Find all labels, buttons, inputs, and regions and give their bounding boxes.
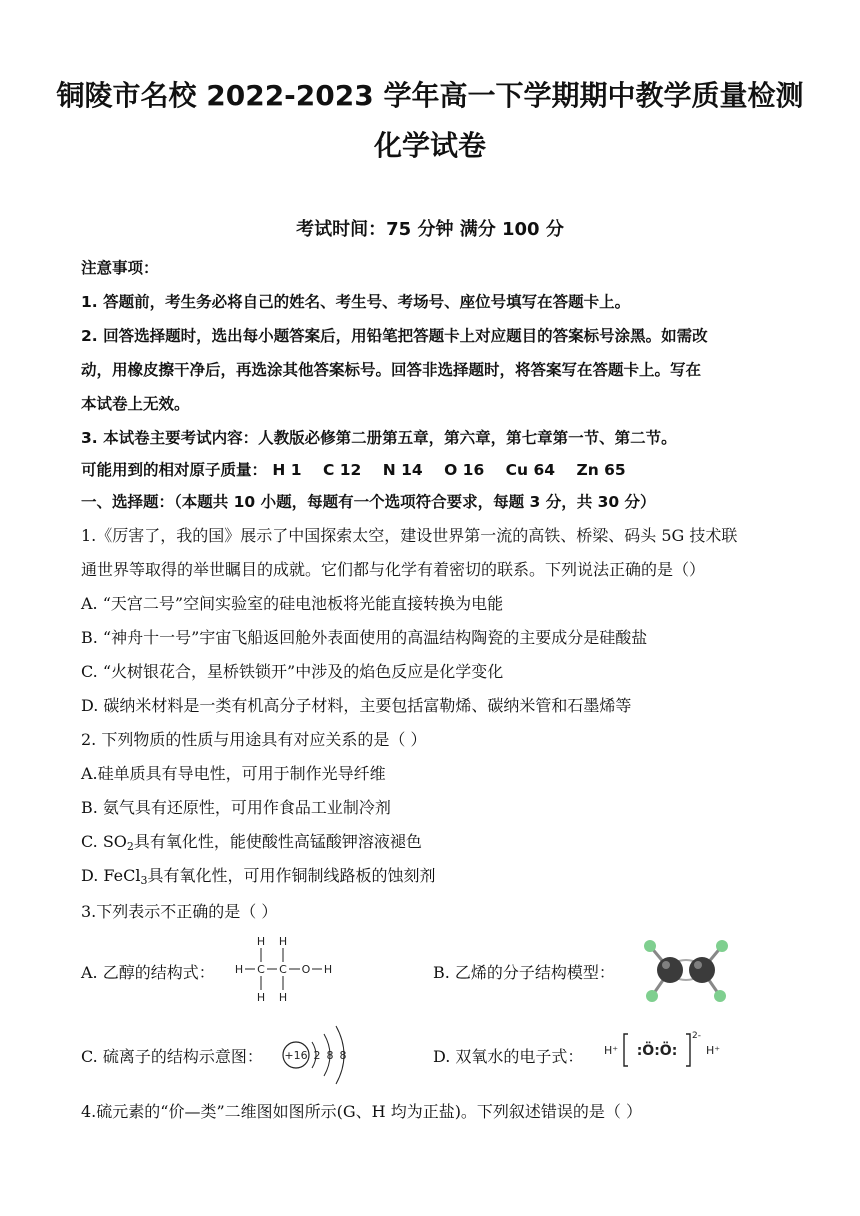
atomic-mass-cu: Cu 64 bbox=[505, 461, 556, 479]
ethanol-h-top-2: H bbox=[278, 935, 288, 948]
sulfide-ion-structure-diagram bbox=[276, 1018, 360, 1092]
atomic-mass-c: C 12 bbox=[322, 461, 362, 479]
ethylene-ball-stick-model bbox=[636, 934, 736, 1006]
ethylene-hydrogen-2 bbox=[646, 990, 658, 1002]
ethanol-c-1: C bbox=[257, 963, 265, 976]
q1-option-d: D. 碳纳米材料是一类有机高分子材料，主要包括富勒烯、碳纳米管和石墨烯等 bbox=[81, 696, 632, 715]
ethanol-structural-formula bbox=[228, 932, 340, 1006]
ethanol-h-bottom-1: H bbox=[256, 991, 266, 1004]
atomic-mass-zn: Zn 65 bbox=[576, 461, 626, 479]
sulfide-shell-2-count: 8 bbox=[326, 1049, 334, 1062]
notice-item-2-line-2: 动，用橡皮擦干净后，再选涂其他答案标号。回答非选择题时，将答案写在答题卡上。写在 bbox=[81, 361, 702, 379]
q2-option-b: B. 氨气具有还原性，可用作食品工业制冷剂 bbox=[81, 798, 391, 817]
ethylene-carbon-2 bbox=[689, 957, 715, 983]
atomic-mass-n: N 14 bbox=[382, 461, 423, 479]
peroxide-h-left: H⁺ bbox=[604, 1044, 619, 1057]
notice-item-2-line-1: 2. 回答选择题时，选出每小题答案后，用铅笔把答题卡上对应题目的答案标号涂黑。如需改 bbox=[81, 327, 708, 345]
hydrogen-peroxide-electron-formula bbox=[600, 1028, 730, 1072]
q3-option-a-label: A. 乙醇的结构式： bbox=[81, 963, 215, 982]
notice-heading: 注意事项： bbox=[81, 259, 159, 277]
ethanol-h-right: H bbox=[323, 963, 333, 976]
peroxide-charge: 2- bbox=[692, 1031, 701, 1041]
q4-stem: 4.硫元素的“价—类”二维图如图所示(G、H 均为正盐)。下列叙述错误的是（ ） bbox=[81, 1102, 643, 1121]
q3-option-c-label: C. 硫离子的结构示意图： bbox=[81, 1047, 263, 1066]
q1-option-a: A. “天宫二号”空间实验室的硅电池板将光能直接转换为电能 bbox=[81, 594, 504, 613]
sulfide-shell-1-count: 2 bbox=[313, 1049, 321, 1062]
q2-option-c-prefix: C. SO bbox=[81, 832, 127, 851]
ethylene-hydrogen-3 bbox=[716, 940, 728, 952]
atomic-mass-label: 可能用到的相对原子质量： bbox=[81, 461, 268, 479]
q2-option-d bbox=[81, 866, 781, 891]
section-1-heading: 一、选择题：（本题共 10 小题，每题有一个选项符合要求，每题 3 分，共 30 分） bbox=[81, 493, 656, 511]
ethylene-carbon-1-highlight bbox=[662, 961, 670, 969]
q2-option-c-rest: 具有氧化性，能使酸性高锰酸钾溶液褪色 bbox=[133, 832, 422, 851]
notice-item-2-line-3: 本试卷上无效。 bbox=[81, 395, 190, 413]
q1-stem-line-2: 通世界等取得的举世瞩目的成就。它们都与化学有着密切的联系。下列说法正确的是（） bbox=[81, 560, 706, 579]
ethylene-carbon-1 bbox=[657, 957, 683, 983]
atomic-mass-h: H 1 bbox=[272, 461, 302, 479]
ethylene-hydrogen-1 bbox=[644, 940, 656, 952]
ethylene-carbon-2-highlight bbox=[694, 961, 702, 969]
sulfide-nucleus-charge: +16 bbox=[284, 1049, 308, 1062]
q2-stem: 2. 下列物质的性质与用途具有对应关系的是（ ） bbox=[81, 730, 427, 749]
q3-stem: 3.下列表示不正确的是（ ） bbox=[81, 902, 278, 921]
peroxide-core: :Ö:Ö: bbox=[636, 1043, 678, 1059]
atomic-mass-o: O 16 bbox=[444, 461, 485, 479]
q2-option-d-rest: 具有氧化性，可用作铜制线路板的蚀刻剂 bbox=[147, 866, 436, 885]
q3-option-b-label: B. 乙烯的分子结构模型： bbox=[433, 963, 615, 982]
atomic-mass-line bbox=[81, 460, 781, 480]
ethylene-hydrogen-4 bbox=[714, 990, 726, 1002]
peroxide-bracket-right bbox=[686, 1034, 690, 1066]
peroxide-h-right: H⁺ bbox=[706, 1044, 721, 1057]
notice-item-1: 1. 答题前，考生务必将自己的姓名、考生号、考场号、座位号填写在答题卡上。 bbox=[81, 293, 631, 311]
q1-stem-line-1: 1.《厉害了，我的国》展示了中国探索太空，建设世界第一流的高铁、桥梁、码头 5G 技术联 bbox=[81, 526, 738, 545]
q3-option-d-label: D. 双氧水的电子式： bbox=[433, 1047, 584, 1066]
peroxide-bracket-left bbox=[624, 1034, 628, 1066]
q2-option-d-prefix: D. FeCl bbox=[81, 866, 141, 885]
exam-subject-title: 化学试卷 bbox=[373, 129, 486, 162]
q1-option-c: C. “火树银花合，星桥铁锁开”中涉及的焰色反应是化学变化 bbox=[81, 662, 504, 681]
q2-option-a: A.硅单质具有导电性，可用于制作光导纤维 bbox=[81, 764, 386, 783]
exam-info: 考试时间：75 分钟 满分 100 分 bbox=[296, 219, 564, 240]
q2-option-c-subscript: 2 bbox=[126, 840, 134, 853]
q2-option-c bbox=[81, 832, 781, 857]
ethanol-o: O bbox=[301, 963, 311, 976]
ethanol-h-bottom-2: H bbox=[278, 991, 288, 1004]
notice-item-3: 3. 本试卷主要考试内容：人教版必修第二册第五章，第六章，第七章第一节、第二节。 bbox=[81, 429, 677, 447]
ethanol-h-top-1: H bbox=[256, 935, 266, 948]
ethanol-c-2: C bbox=[279, 963, 287, 976]
q2-option-d-subscript: 3 bbox=[140, 874, 148, 887]
ethanol-h-left: H bbox=[234, 963, 244, 976]
sulfide-shell-3-count: 8 bbox=[339, 1049, 347, 1062]
exam-title: 铜陵市名校 2022-2023 学年高一下学期期中教学质量检测 bbox=[56, 79, 804, 112]
q1-option-b: B. “神舟十一号”宇宙飞船返回舱外表面使用的高温结构陶瓷的主要成分是硅酸盐 bbox=[81, 628, 648, 647]
